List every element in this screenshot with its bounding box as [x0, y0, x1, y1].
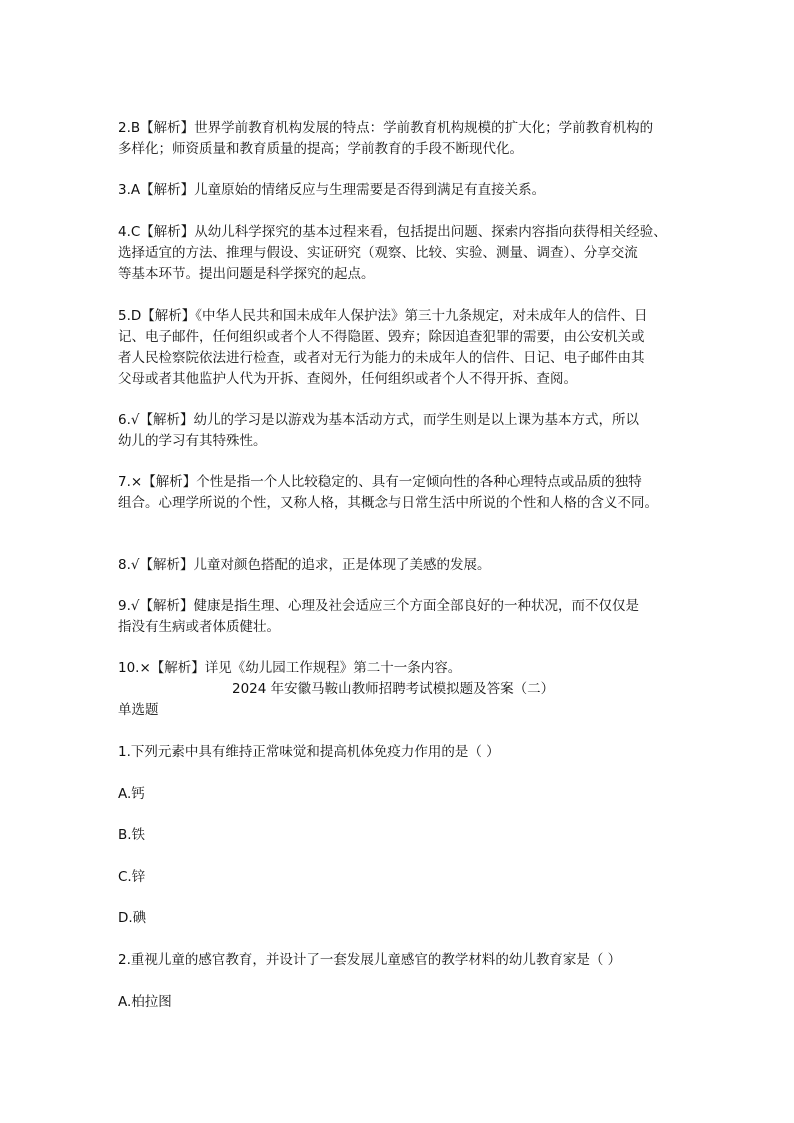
question-1-option-a: A.钙 [118, 786, 145, 802]
answer-10 [118, 658, 461, 679]
text-line: 2.B【解析】世界学前教育机构发展的特点：学前教育机构规模的扩大化；学前教育机构的 [118, 120, 654, 136]
question-1-stem: 1.下列元素中具有维持正常味觉和提高机体免疫力作用的是（ ） [118, 744, 500, 760]
text-line: 者人民检察院依法进行检查，或者对无行为能力的未成年人的信件、日记、电子邮件由其 [118, 350, 645, 366]
text-line: 6.√【解析】幼儿的学习是以游戏为基本活动方式，而学生则是以上课为基本方式，所以 [118, 412, 639, 428]
question-1-option-d: D.碘 [118, 910, 147, 926]
question-1-option-c: C.锌 [118, 869, 146, 885]
answer-6 [118, 410, 639, 452]
section-type: 单选题 [118, 702, 159, 718]
text-line: 7.×【解析】个性是指一个人比较稳定的、具有一定倾向性的各种心理特点或品质的独特 [118, 474, 642, 490]
text-line: 选择适宜的方法、推理与假设、实证研究（观察、比较、实验、测量、调查）、分享交流 [118, 245, 638, 261]
text-line: 5.D【解析】《中华人民共和国未成年人保护法》第三十九条规定，对未成年人的信件、日 [118, 308, 648, 324]
answer-4 [118, 222, 667, 285]
text-line: 9.√【解析】健康是指生理、心理及社会适应三个方面全部良好的一种状况，而不仅仅是 [118, 598, 639, 614]
answer-9 [118, 596, 639, 638]
question-2-option-a: A.柏拉图 [118, 994, 172, 1010]
text-line: 10.×【解析】详见《幼儿园工作规程》第二十一条内容。 [118, 660, 462, 676]
question-2-stem: 2.重视儿童的感官教育，并设计了一套发展儿童感官的教学材料的幼儿教育家是（ ） [118, 952, 622, 968]
text-line: 组合。心理学所说的个性，又称人格，其概念与日常生活中所说的个性和人格的含义不同。 [118, 495, 658, 511]
section-title: 2024 年安徽马鞍山教师招聘考试模拟题及答案（二） [232, 681, 555, 697]
answer-3 [118, 180, 545, 201]
text-line: 8.√【解析】儿童对颜色搭配的追求，正是体现了美感的发展。 [118, 557, 491, 573]
answer-8 [118, 555, 490, 576]
answer-5 [118, 306, 648, 390]
text-line: 父母或者其他监护人代为开拆、查阅外，任何组织或者个人不得开拆、查阅。 [118, 371, 577, 387]
answer-7 [118, 472, 658, 514]
question-1-option-b: B.铁 [118, 827, 146, 843]
text-line: 幼儿的学习有其特殊性。 [118, 433, 267, 449]
text-line: 等基本环节。提出问题是科学探究的起点。 [118, 266, 375, 282]
text-line: 记、电子邮件，任何组织或者个人不得隐匿、毁弃；除因追查犯罪的需要，由公安机关或 [118, 329, 645, 345]
answer-2 [118, 118, 653, 160]
text-line: 多样化；师资质量和教育质量的提高；学前教育的手段不断现代化。 [118, 141, 523, 157]
text-line: 3.A【解析】儿童原始的情绪反应与生理需要是否得到满足有直接关系。 [118, 182, 546, 198]
text-line: 指没有生病或者体质健壮。 [118, 619, 280, 635]
text-line: 4.C【解析】从幼儿科学探究的基本过程来看，包括提出问题、探索内容指向获得相关经验、 [118, 224, 667, 240]
